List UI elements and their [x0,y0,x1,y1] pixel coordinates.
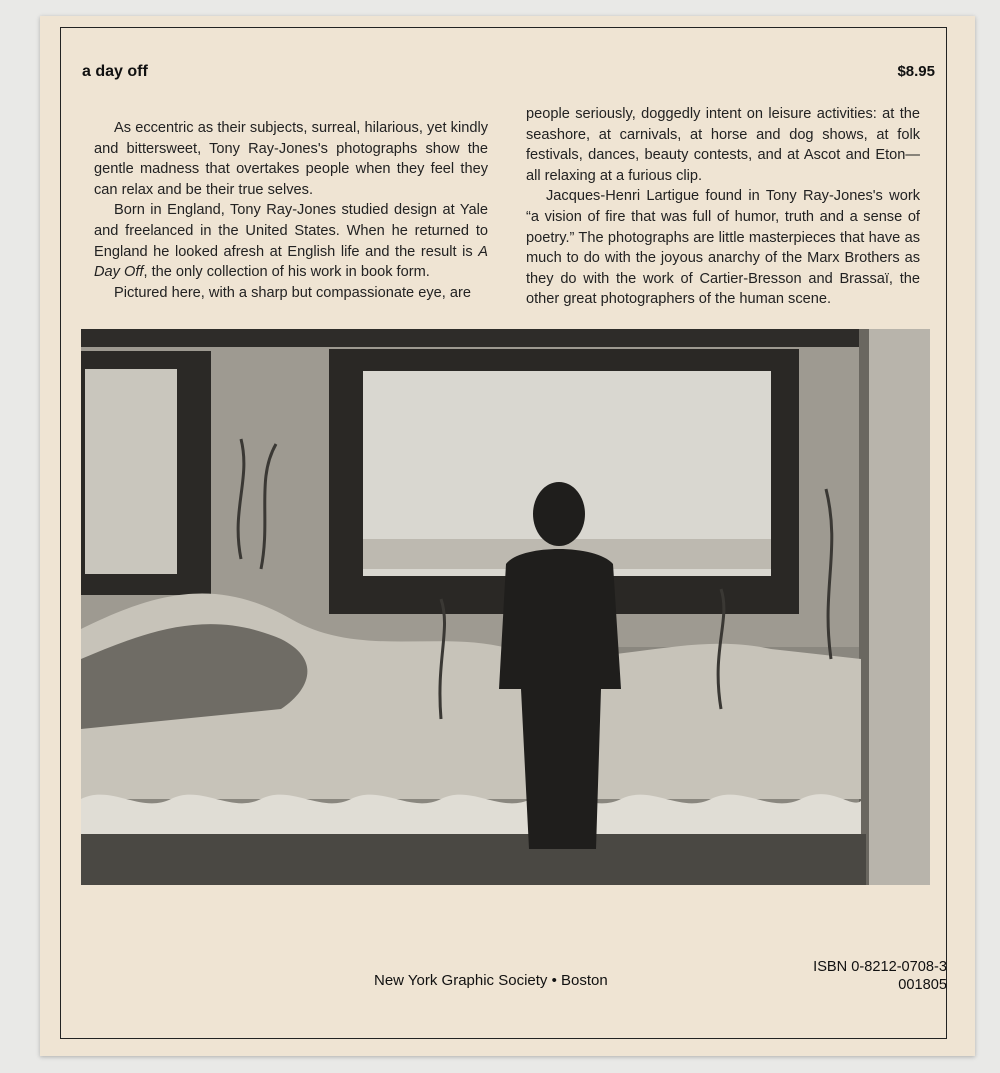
price-label: $8.95 [897,63,935,80]
blurb-paragraph: Pictured here, with a sharp but compassionate eye, are [114,284,471,301]
blurb-paragraph: As eccentric as their subjects, surreal, hilarious, yet kindly and bittersweet, Tony Ray-Jones's photographs show the gentle madness that overtakes people when they feel they can relax and be their true selves. [94,120,488,198]
isbn-number: ISBN 0-8212-0708-3 [813,959,947,975]
blurb-paragraph [94,200,488,282]
cover-photograph [81,329,930,885]
blurb-column-right [526,104,920,310]
blurb-text: Born in England, Tony Ray-Jones studied design at Yale and freelanced in the United States. When he returned to England he looked afresh at English life and the result is [94,202,488,260]
book-title-italic: A Day Off [94,243,488,281]
blurb-paragraph: people seriously, doggedly intent on leisure activities: at the seashore, at carnivals, at horse and dog shows, at folk festivals, dances, beauty contests, and at Ascot and Eton—all relaxing at a furious clip. [526,106,920,184]
isbn-block [813,958,947,994]
book-title: a day off [82,63,148,80]
book-back-cover [40,16,975,1056]
publisher-imprint: New York Graphic Society • Boston [374,972,608,989]
blurb-text: , the only collection of his work in book form. [143,264,430,281]
blurb-column-left [94,118,488,303]
catalog-code: 001805 [898,977,947,993]
blurb-paragraph: Jacques-Henri Lartigue found in Tony Ray-Jones's work “a vision of fire that was full of humor, truth and a sense of poetry.” The photographs are little masterpieces that have as much to do with the joyous anarchy of the Marx Brothers as they do with the work of Cartier-Bresson and Brassaï, the other great photographers of the human scene. [526,188,920,308]
aquarium-photo-illustration [81,329,930,885]
